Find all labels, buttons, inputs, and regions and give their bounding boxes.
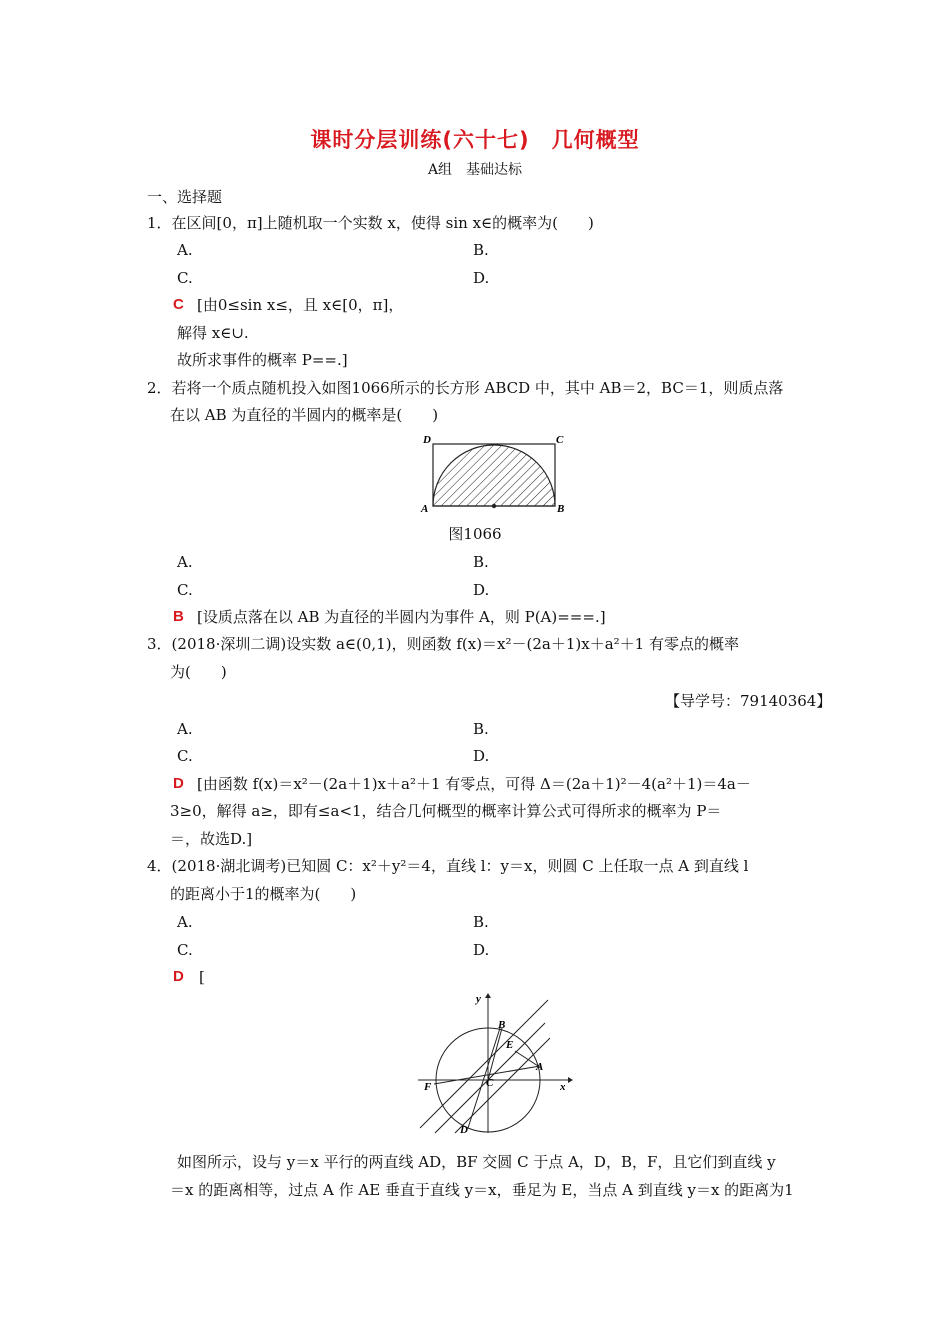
segment-bd	[468, 1028, 500, 1128]
q3-option-d: D.	[473, 747, 490, 765]
q2-option-c: C.	[177, 581, 193, 599]
q2-answer-letter: B	[173, 608, 184, 625]
q1-solution-line1: [由0≤sin x≤，且 x∈[0，π]，	[197, 296, 404, 314]
q1-option-b: B.	[473, 241, 489, 259]
label-b: B	[498, 1019, 506, 1031]
line-ad	[455, 1038, 550, 1133]
label-x: x	[560, 1081, 566, 1093]
q1-option-c: C.	[177, 269, 193, 287]
q3-option-b: B.	[473, 720, 489, 738]
q3-solution-line2: 3≥0，解得 a≥，即有≤a<1，结合几何概型的概率计算公式可得所求的概率为 P＝	[170, 802, 722, 820]
q3-stem-line1: 3．(2018·深圳二调)设实数 a∈(0,1)，则函数 f(x)＝x²－(2a＋1)x＋a²＋1 有零点的概率	[147, 635, 739, 653]
q1-option-a: A.	[177, 241, 193, 259]
label-f: F	[424, 1081, 432, 1093]
q4-answer-bracket: [	[199, 968, 205, 986]
q4-solution-line2: ＝x 的距离相等，过点 A 作 AE 垂直于直线 y＝x，垂足为 E，当点 A 到直线 y＝x 的距离为1	[170, 1181, 794, 1199]
y-axis-arrow	[485, 993, 491, 998]
label-c: C	[556, 434, 564, 446]
q2-option-a: A.	[177, 553, 193, 571]
label-b: B	[557, 503, 565, 515]
label-y: y	[476, 993, 481, 1005]
q4-option-a: A.	[177, 913, 193, 931]
label-d: D	[423, 434, 431, 446]
q3-answer-letter: D	[173, 775, 184, 792]
label-d: D	[460, 1124, 468, 1136]
q1-solution-line2: 解得 x∈∪.	[177, 324, 249, 342]
q4-option-d: D.	[473, 941, 490, 959]
q2-option-b: B.	[473, 553, 489, 571]
q3-solution-line3: ＝，故选D.]	[170, 830, 253, 848]
q4-option-c: C.	[177, 941, 193, 959]
semicircle-region	[433, 445, 555, 506]
label-c: C	[486, 1077, 494, 1089]
figure-caption: 图1066	[448, 525, 502, 543]
section-heading: 一、选择题	[147, 188, 223, 206]
q2-stem-line2: 在以 AB 为直径的半圆内的概率是( )	[170, 406, 439, 424]
q2-solution: [设质点落在以 AB 为直径的半圆内为事件 A，则 P(A)===.]	[197, 608, 606, 626]
q2-option-d: D.	[473, 581, 490, 599]
label-a: A	[421, 503, 429, 515]
rectangle-semicircle-figure	[415, 430, 575, 520]
section-subtitle: A组 基础达标	[427, 162, 523, 178]
label-e: E	[506, 1039, 514, 1051]
q4-stem-line2: 的距离小于1的概率为( )	[170, 885, 357, 903]
circle-lines-figure	[410, 988, 580, 1138]
q3-option-c: C.	[177, 747, 193, 765]
q4-answer-letter: D	[173, 968, 184, 985]
q1-answer-letter: C	[173, 296, 184, 313]
q1-stem: 1．在区间[0，π]上随机取一个实数 x，使得 sin x∈的概率为( )	[147, 214, 594, 232]
line-bf	[420, 1000, 548, 1128]
page-title: 课时分层训练(六十七) 几何概型	[310, 128, 640, 152]
q4-stem-line1: 4．(2018·湖北调考)已知圆 C：x²＋y²＝4，直线 l：y＝x，则圆 C 上任取一点 A 到直线 l	[147, 857, 749, 875]
q3-stem-line2: 为( )	[170, 663, 227, 681]
q2-stem-line1: 2．若将一个质点随机投入如图1066所示的长方形 ABCD 中，其中 AB＝2，BC＝1，则质点落	[147, 379, 784, 397]
q1-option-d: D.	[473, 269, 490, 287]
q3-solution-line1: [由函数 f(x)＝x²－(2a＋1)x＋a²＋1 有零点，可得 Δ＝(2a＋1)²－4(a²＋1)＝4a－	[197, 775, 751, 793]
q3-option-a: A.	[177, 720, 193, 738]
guide-number: 【导学号：79140364】	[665, 692, 832, 710]
q4-solution-line1: 如图所示，设与 y＝x 平行的两直线 AD，BF 交圆 C 于点 A，D，B，F，且它们到直线 y	[177, 1153, 776, 1171]
segment-cb	[488, 1028, 502, 1080]
x-axis-arrow	[568, 1077, 573, 1083]
center-point	[492, 504, 496, 508]
q4-option-b: B.	[473, 913, 489, 931]
label-a: A	[536, 1061, 544, 1073]
q1-solution-line3: 故所求事件的概率 P==.]	[177, 351, 348, 369]
